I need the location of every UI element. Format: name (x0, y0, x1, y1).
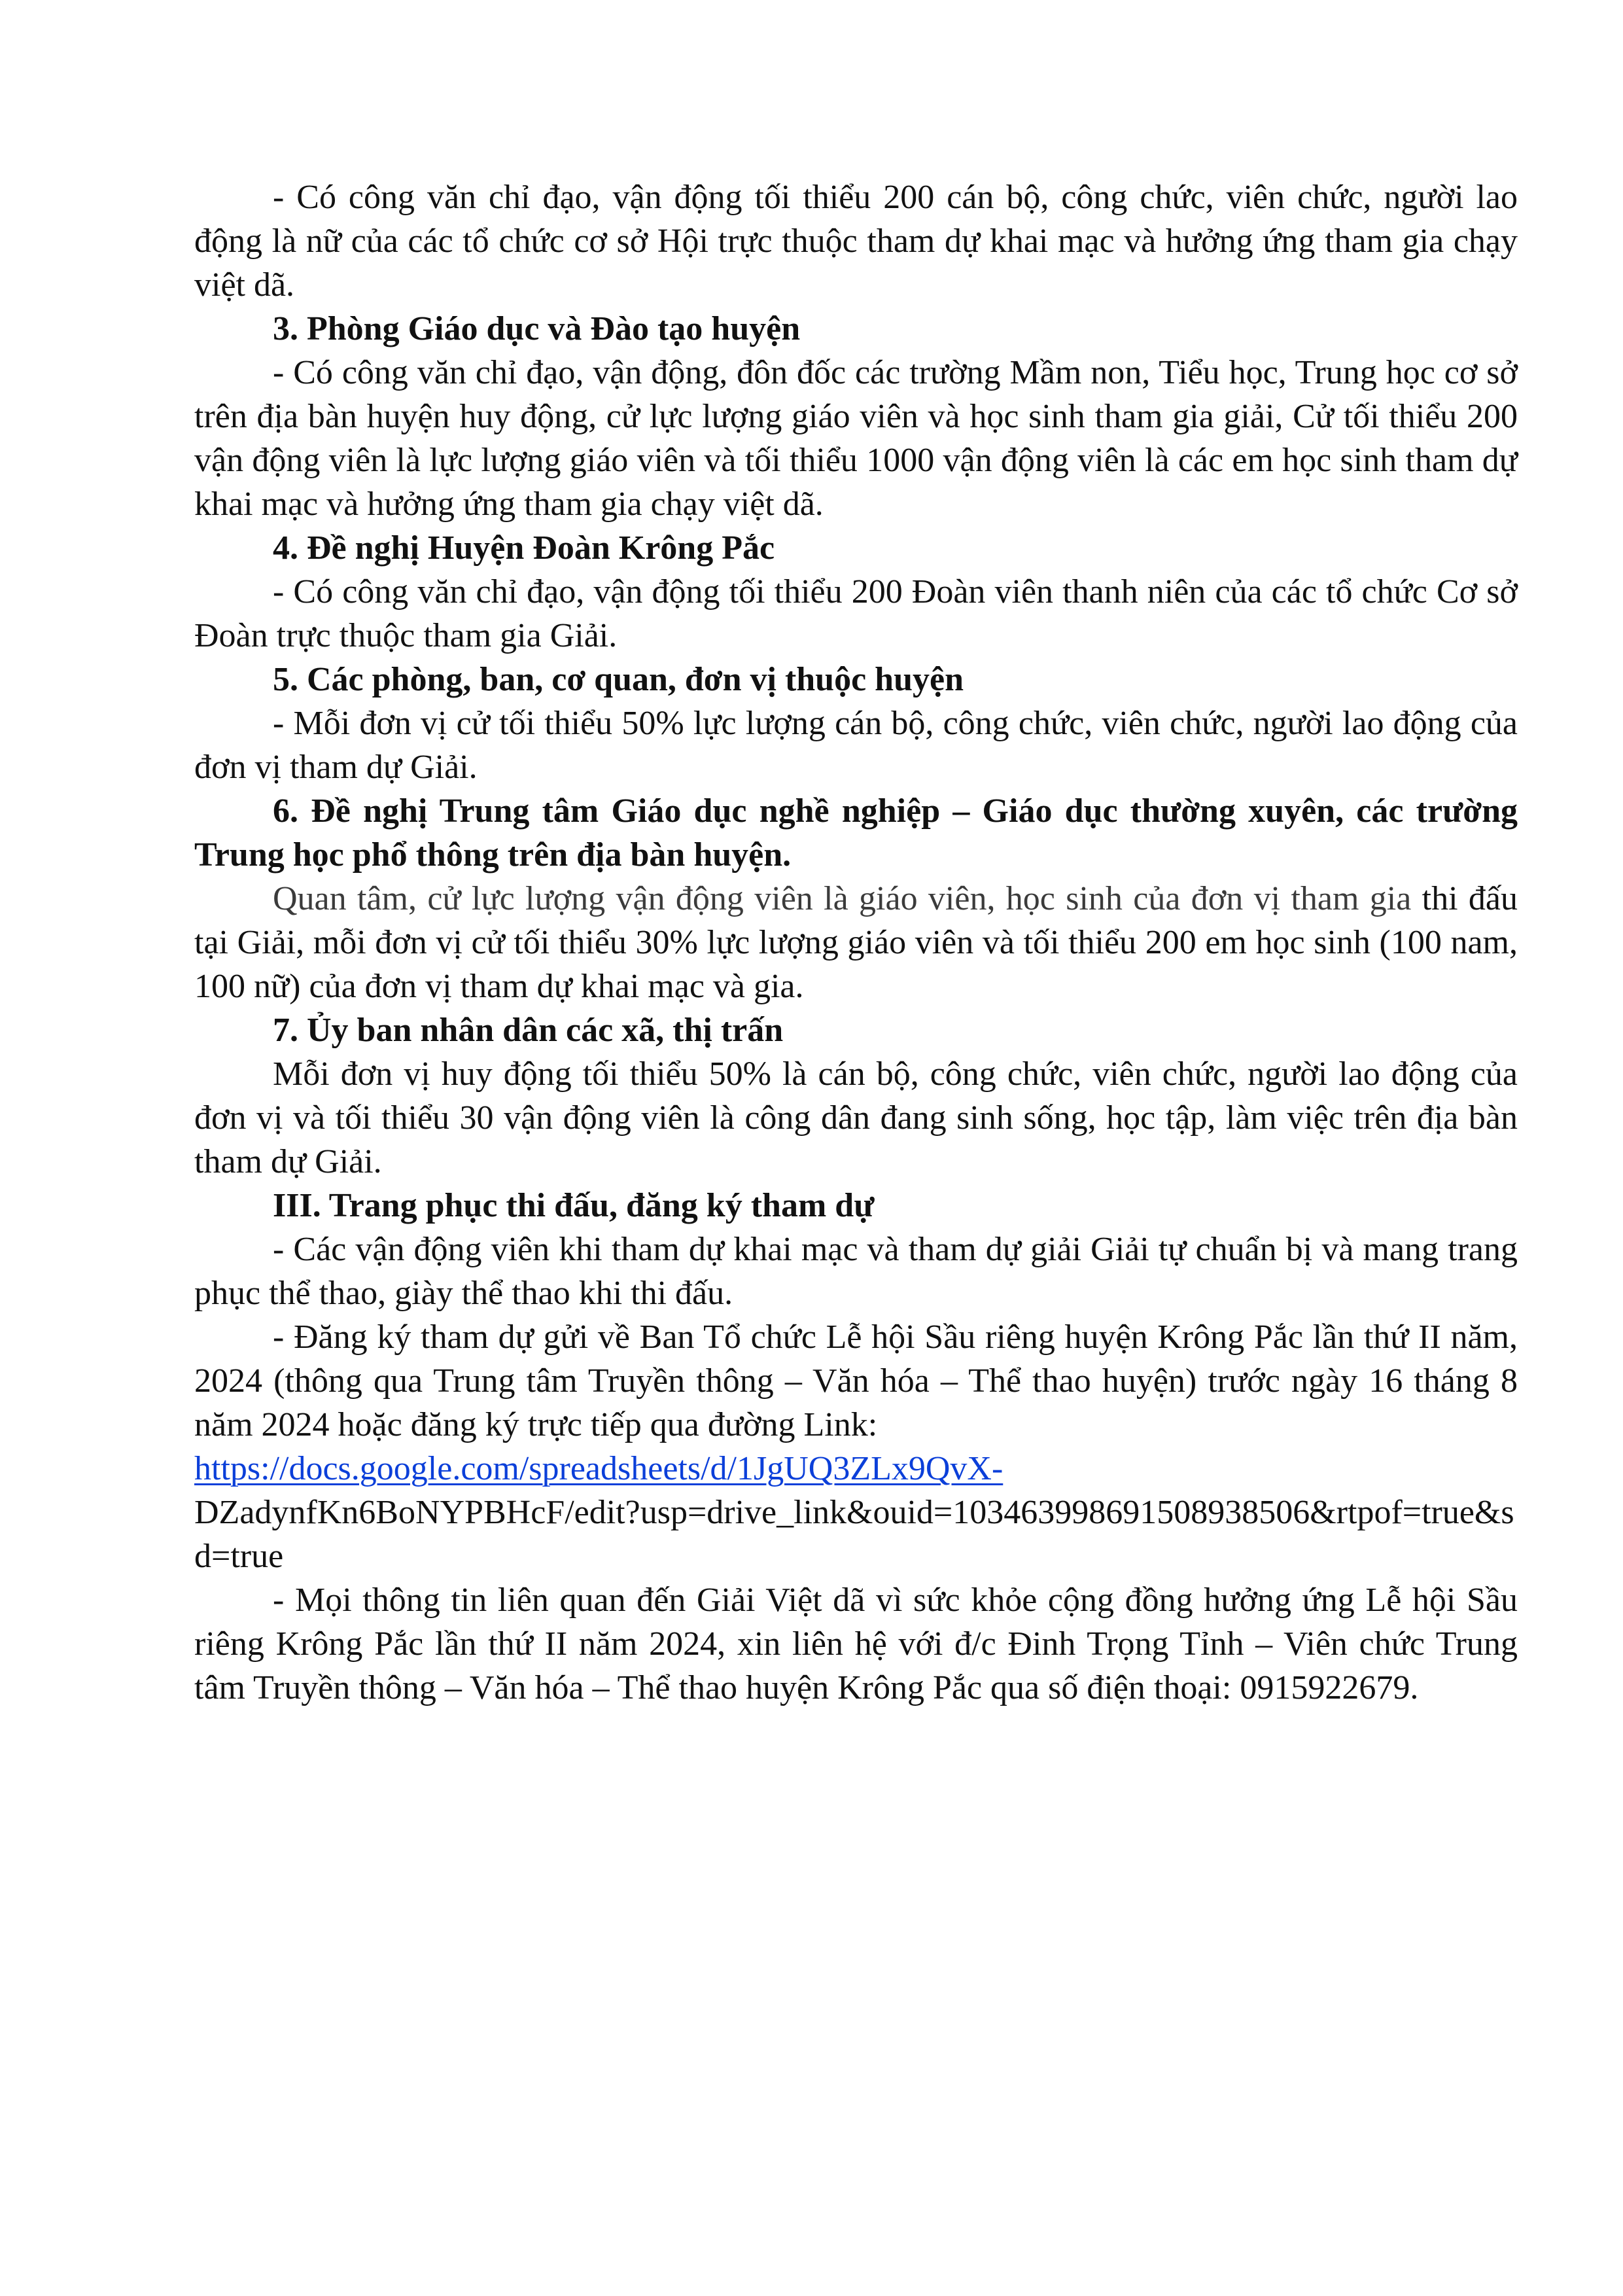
paragraph-youth-union: - Có công văn chỉ đạo, vận động tối thiểu 200 Đoàn viên thanh niên của các tổ chức Cơ sở Đoàn trực thuộc tham gia Giải. (194, 573, 1518, 654)
heading-vocational-center: 6. Đề nghị Trung tâm Giáo dục nghề nghiệp – Giáo dục thường xuyên, các trường Trung học phổ thông trên địa bàn huyện. (194, 792, 1518, 874)
paragraph-registration: - Đăng ký tham dự gửi về Ban Tổ chức Lễ hội Sầu riêng huyện Krông Pắc lần thứ II năm, 2024 (thông qua Trung tâm Truyền thông – Văn hóa – Thể thao huyện) trước ngày 16 tháng 8 năm 2024 hoặc đăng ký trực tiếp qua đường Link: (194, 1318, 1518, 1443)
paragraph-commune-committees: Mỗi đơn vị huy động tối thiểu 50% là cán bộ, công chức, viên chức, người lao động của đơn vị và tối thiểu 30 vận động viên là công dân đang sinh sống, học tập, làm việc trên địa bàn tham dự Giải. (194, 1055, 1518, 1180)
paragraph-contact: - Mọi thông tin liên quan đến Giải Việt dã vì sức khỏe cộng đồng hưởng ứng Lễ hội Sầu riêng Krông Pắc lần thứ II năm 2024, xin liên hệ với đ/c Đinh Trọng Tỉnh – Viên chức Trung tâm Truyền thông – Văn hóa – Thể thao huyện Krông Pắc qua số điện thoại: 0915922679. (194, 1581, 1518, 1706)
registration-link-block (194, 1447, 1518, 1578)
heading-commune-committees: 7. Ủy ban nhân dân các xã, thị trấn (273, 1012, 784, 1049)
paragraph-vocational-center (194, 877, 1518, 1008)
paragraph-uniform: - Các vận động viên khi tham dự khai mạc và tham dự giải Giải tự chuẩn bị và mang trang phục thể thao, giày thể thao khi thi đấu. (194, 1231, 1518, 1312)
heading-section-iii: III. Trang phục thi đấu, đăng ký tham dự (273, 1187, 875, 1224)
paragraph-departments: - Mỗi đơn vị cử tối thiểu 50% lực lượng cán bộ, công chức, viên chức, người lao động của đơn vị tham dự Giải. (194, 705, 1518, 786)
paragraph-vocational-center-rest: thi đấu tại Giải, mỗi đơn vị cử tối thiểu 30% lực lượng giáo viên và tối thiểu 200 em học sinh (100 nam, 100 nữ) của đơn vị tham dự khai mạc và gia. (194, 880, 1518, 1005)
registration-link[interactable]: https://docs.google.com/spreadsheets/d/1JgUQ3ZLx9QvX- (194, 1450, 1003, 1487)
heading-departments: 5. Các phòng, ban, cơ quan, đơn vị thuộc huyện (273, 661, 964, 698)
heading-education-office: 3. Phòng Giáo dục và Đào tạo huyện (273, 310, 801, 347)
paragraph-education-office: - Có công văn chỉ đạo, vận động, đôn đốc các trường Mầm non, Tiểu học, Trung học cơ sở trên địa bàn huyện huy động, cử lực lượng giáo viên và học sinh tham gia giải, Cử tối thiểu 200 vận động viên là lực lượng giáo viên và tối thiểu 1000 vận động viên là các em học sinh tham dự khai mạc và hưởng ứng tham gia chạy việt dã. (194, 354, 1518, 523)
heading-youth-union: 4. Đề nghị Huyện Đoàn Krông Pắc (273, 529, 775, 567)
paragraph-vocational-center-lead: Quan tâm, cử lực lượng vận động viên là giáo viên, học sinh của đơn vị tham gia (273, 880, 1412, 917)
registration-link-continuation: DZadynfKn6BoNYPBHcF/edit?usp=drive_link&ouid=103463998691508938506&rtpof=true&sd=true (194, 1494, 1514, 1575)
paragraph-women-union: - Có công văn chỉ đạo, vận động tối thiểu 200 cán bộ, công chức, viên chức, người lao động là nữ của các tổ chức cơ sở Hội trực thuộc tham dự khai mạc và hưởng ứng tham gia chạy việt dã. (194, 179, 1518, 304)
document-body (194, 175, 1518, 1710)
